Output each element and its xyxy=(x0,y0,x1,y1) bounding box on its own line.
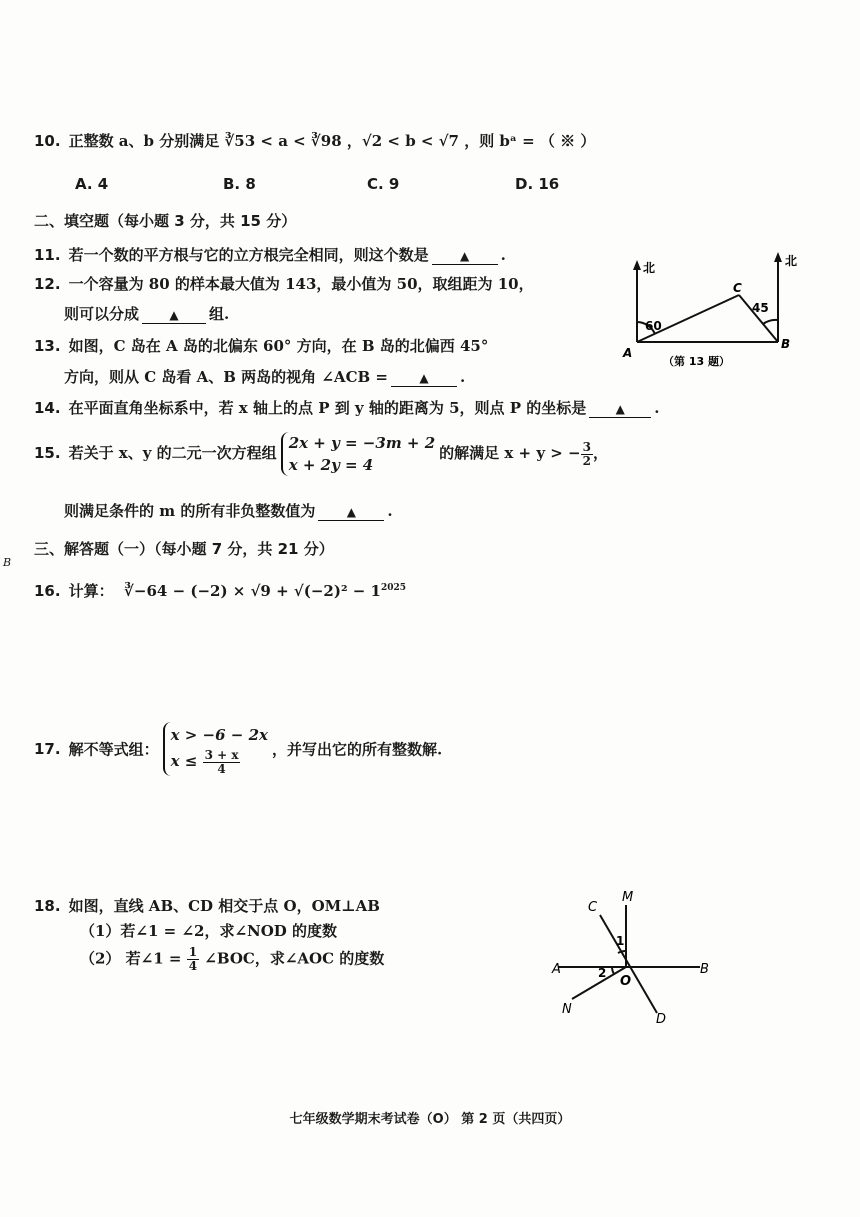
question-number: 11. xyxy=(34,246,61,264)
question-number: 10. xyxy=(34,132,61,150)
question-15-text: 若关于 x、y 的二元一次方程组 xyxy=(68,444,277,462)
triangle-mark: ▲ xyxy=(615,402,625,416)
option-c: C. 9 xyxy=(367,175,400,193)
inequality-2 xyxy=(171,748,268,776)
question-17-label: 解不等式组： xyxy=(68,740,159,759)
exponent: 2025 xyxy=(380,583,407,593)
point-b-label: B xyxy=(781,337,791,351)
inequality-system xyxy=(163,722,268,776)
point-a-label: A xyxy=(552,962,561,977)
north-arrow-icon xyxy=(774,252,782,262)
question-13-line2 xyxy=(64,366,465,387)
point-a-label: A xyxy=(623,346,633,360)
question-12 xyxy=(34,273,534,294)
answer-blank[interactable] xyxy=(432,246,498,265)
question-14-text: 在平面直角坐标系中，若 x 轴上的点 P 到 y 轴的距离为 5，则点 P 的坐标是 xyxy=(68,399,587,417)
question-17-text: ，并写出它的所有整数解. xyxy=(271,740,443,759)
question-12-line2 xyxy=(64,303,229,324)
question-12-text: 则可以分成 xyxy=(64,305,140,323)
question-15 xyxy=(34,432,608,476)
question-18-part1: （1）若∠1 = ∠2，求∠NOD 的度数 xyxy=(80,922,338,940)
point-m-label: M xyxy=(622,890,634,905)
question-18 xyxy=(34,895,380,916)
question-18-line1: 如图，直线 AB、CD 相交于点 O，OM⊥AB xyxy=(68,897,380,915)
fraction xyxy=(203,749,241,776)
north-label: 北 xyxy=(643,261,656,275)
comma: ， xyxy=(592,444,608,462)
point-n-label: N xyxy=(562,1002,572,1017)
question-12-line1: 一个容量为 80 的样本最大值为 143，最小值为 50，取组距为 10， xyxy=(68,275,534,293)
angle-1-label: 1 xyxy=(616,934,625,948)
question-number: 15. xyxy=(34,444,61,462)
answer-blank[interactable] xyxy=(589,399,651,418)
fraction xyxy=(187,946,199,973)
question-number: 12. xyxy=(34,275,61,293)
part2-tail: ∠BOC，求∠AOC 的度数 xyxy=(204,949,385,968)
inequality-1: x > −6 − 2x xyxy=(170,726,268,744)
triangle-mark: ▲ xyxy=(419,371,429,385)
numerator: 1 xyxy=(188,945,198,959)
period: . xyxy=(459,368,466,386)
answer-blank[interactable] xyxy=(318,502,384,521)
question-14 xyxy=(34,397,659,418)
question-number: 13. xyxy=(34,337,61,355)
question-10-text: 正整数 a、b 分别满足 ∛53 < a < ∛98 ，√2 < b < √7 ，则 bᵃ = （ ※ ） xyxy=(68,132,596,150)
triangle-mark: ▲ xyxy=(346,505,356,519)
question-16 xyxy=(34,580,406,601)
period: . xyxy=(387,502,393,520)
question-17 xyxy=(34,722,442,776)
equation-1: 2x + y = −3m + 2 xyxy=(288,434,436,452)
figure-18 xyxy=(550,885,720,1030)
section-heading-fill-blank: 二、填空题（每小题 3 分，共 15 分） xyxy=(34,212,297,230)
angle-60-label: 60 xyxy=(645,319,662,333)
margin-letter: B xyxy=(3,556,12,569)
point-c-label: C xyxy=(733,281,742,295)
point-b-label: B xyxy=(700,962,709,977)
question-12-tail: 组. xyxy=(209,305,230,323)
question-number: 18. xyxy=(34,897,61,915)
option-d: D. 16 xyxy=(515,175,560,193)
numerator: 3 xyxy=(582,439,591,454)
point-c-label: C xyxy=(588,900,598,915)
numerator: 3 + x xyxy=(204,747,239,762)
triangle-mark: ▲ xyxy=(169,308,179,322)
question-13-line1: 如图，C 岛在 A 岛的北偏东 60° 方向，在 B 岛的北偏西 45° xyxy=(68,337,489,355)
question-11 xyxy=(34,244,506,265)
page-footer: 七年级数学期末考试卷（O） 第 2 页（共四页） xyxy=(289,1112,571,1127)
figure-caption: （第 13 题） xyxy=(663,355,730,368)
period: . xyxy=(654,399,660,417)
point-d-label: D xyxy=(656,1012,667,1027)
part2-text: （2） 若∠1 = xyxy=(80,949,182,968)
denominator: 2 xyxy=(582,453,591,468)
fraction xyxy=(581,441,593,468)
question-13 xyxy=(34,335,488,356)
option-b: B. 8 xyxy=(223,175,256,193)
question-number: 17. xyxy=(34,739,61,758)
question-16-label: 计算： xyxy=(68,582,114,600)
equation-system xyxy=(281,432,435,476)
question-10 xyxy=(34,130,595,151)
answer-blank[interactable] xyxy=(142,305,206,324)
answer-blank[interactable] xyxy=(391,368,457,387)
question-number: 16. xyxy=(34,582,61,600)
question-16-expression: ∛−64 − (−2) × √9 + √(−2)² − 1 xyxy=(124,582,381,600)
figure-13 xyxy=(615,250,810,372)
option-a: A. 4 xyxy=(75,175,109,193)
angle-45-label: 45 xyxy=(752,301,769,315)
point-o-label: O xyxy=(620,974,632,989)
question-11-text: 若一个数的平方根与它的立方根完全相同，则这个数是 xyxy=(68,246,429,264)
question-15-line2 xyxy=(64,500,393,521)
question-18-part2 xyxy=(80,946,384,973)
equation-2: x + 2y = 4 xyxy=(288,456,374,474)
section-heading-solutions: 三、解答题（一）（每小题 7 分，共 21 分） xyxy=(34,540,334,558)
question-15-text: 则满足条件的 m 的所有非负整数值为 xyxy=(64,502,316,520)
north-label: 北 xyxy=(785,254,798,268)
question-number: 14. xyxy=(34,399,61,417)
north-arrow-icon xyxy=(633,260,641,270)
question-13-text: 方向，则从 C 岛看 A、B 两岛的视角 ∠ACB = xyxy=(64,368,388,386)
triangle-mark: ▲ xyxy=(459,249,470,263)
question-15-condition: 的解满足 x + y > − xyxy=(439,444,581,462)
inequality-2-left: x ≤ xyxy=(170,752,198,770)
angle-2-label: 2 xyxy=(598,966,607,980)
denominator: 4 xyxy=(217,761,226,776)
denominator: 4 xyxy=(188,959,198,973)
period: . xyxy=(500,246,506,264)
